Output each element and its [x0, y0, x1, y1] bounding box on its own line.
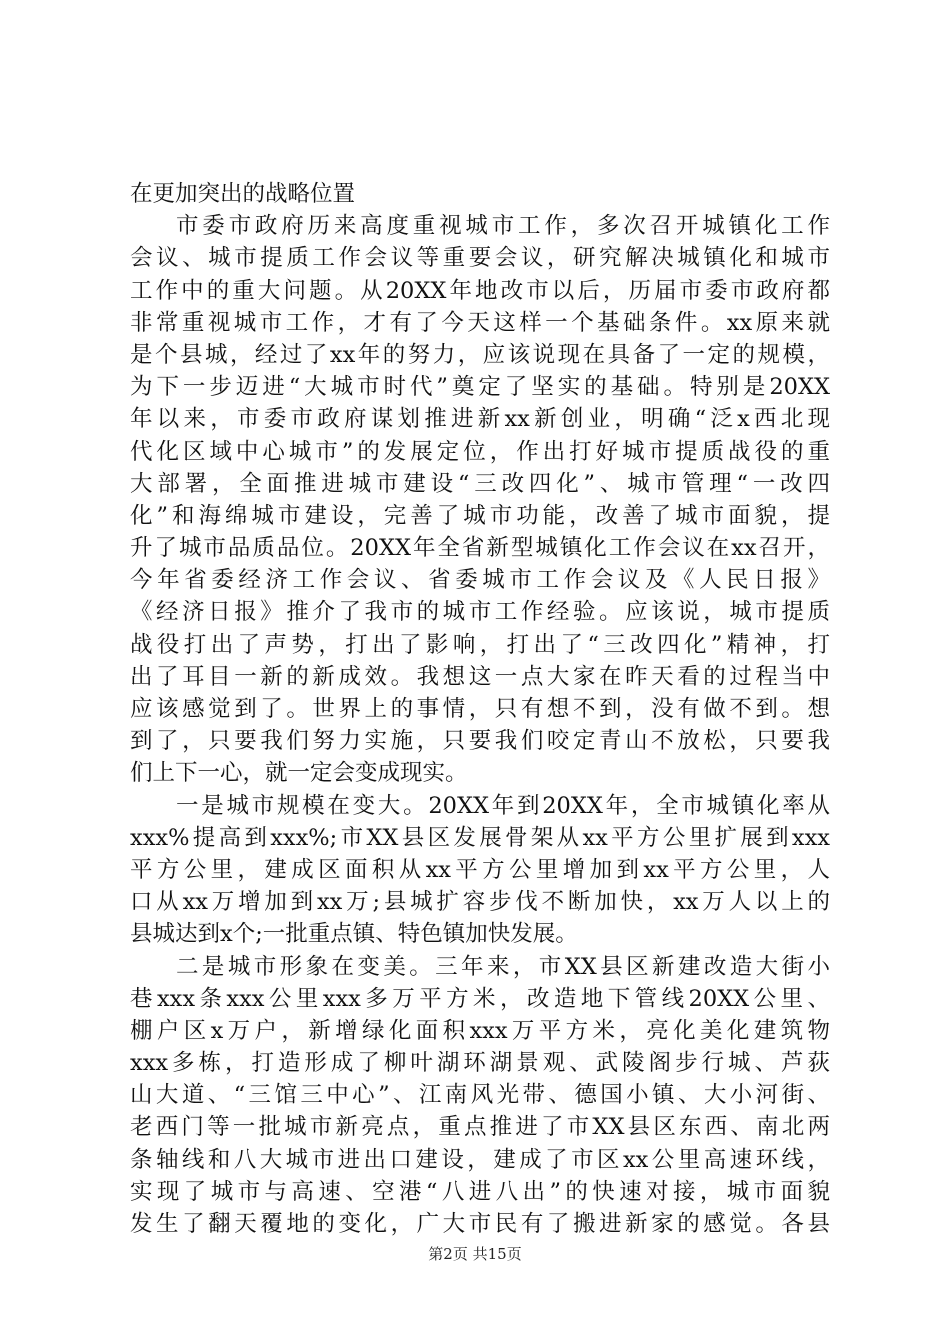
text-line: xxx%提高到xxx%;市XX县区发展骨架从xx平方公里扩展到xxx — [130, 824, 830, 851]
page-footer: 第2页 共15页 — [428, 1245, 522, 1263]
text-line: 应该感觉到了。世界上的事情，只有想不到，没有做不到。想 — [130, 696, 830, 722]
text-line: 条轴线和八大城市进出口建设，建成了市区xx公里高速环线， — [130, 1146, 830, 1173]
text-line: 二是城市形象在变美。三年来，市XX县区新建改造大街小 — [176, 953, 830, 980]
text-line: 工作中的重大问题。从20XX年地改市以后，历届市委市政府都 — [130, 277, 830, 304]
text-line: 出了耳目一新的新成效。我想这一点大家在昨天看的过程当中 — [130, 663, 830, 690]
text-line: 今年省委经济工作会议、省委城市工作会议及《人民日报》 — [130, 567, 830, 594]
text-line: 升了城市品质品位。20XX年全省新型城镇化工作会议在xx召开， — [130, 535, 830, 562]
text-line: 代化区域中心城市”的发展定位，作出打好城市提质战役的重 — [130, 438, 830, 465]
text-line: 棚户区x万户，新增绿化面积xxx万平方米，亮化美化建筑物 — [130, 1017, 830, 1044]
text-line: 们上下一心，就一定会变成现实。 — [130, 760, 468, 787]
text-line: 大部署，全面推进城市建设“三改四化”、城市管理“一改四 — [130, 470, 830, 497]
text-line: 《经济日报》推介了我市的城市工作经验。应该说，城市提质 — [130, 599, 830, 626]
text-line: 口从xx万增加到xx万;县城扩容步伐不断加快，xx万人以上的 — [130, 889, 830, 916]
text-line: 战役打出了声势，打出了影响，打出了“三改四化”精神，打 — [130, 631, 830, 658]
text-line: 为下一步迈进“大城市时代”奠定了坚实的基础。特别是20XX — [130, 374, 830, 401]
text-line: 平方公里，建成区面积从xx平方公里增加到xx平方公里，人 — [130, 856, 830, 883]
text-line: 到了，只要我们努力实施，只要我们咬定青山不放松，只要我 — [130, 728, 830, 755]
text-line: 山大道、“三馆三中心”、江南风光带、德国小镇、大小河街、 — [130, 1082, 830, 1109]
text-line: 老西门等一批城市新亮点，重点推进了市XX县区东西、南北两 — [130, 1114, 830, 1141]
text-line: 实现了城市与高速、空港“八进八出”的快速对接，城市面貌 — [130, 1178, 830, 1205]
text-line: 会议、城市提质工作会议等重要会议，研究解决城镇化和城市 — [130, 245, 830, 272]
text-line: 发生了翻天覆地的变化，广大市民有了搬进新家的感觉。各县 — [130, 1211, 830, 1237]
text-line: 年以来，市委市政府谋划推进新xx新创业，明确“泛x西北现 — [130, 406, 830, 433]
text-line: xxx多栋，打造形成了柳叶湖环湖景观、武陵阁步行城、芦荻 — [130, 1050, 830, 1077]
text-line: 市委市政府历来高度重视城市工作，多次召开城镇化工作 — [176, 213, 830, 240]
text-line: 一是城市规模在变大。20XX年到20XX年，全市城镇化率从 — [176, 792, 830, 819]
text-line: 化”和海绵城市建设，完善了城市功能，改善了城市面貌，提 — [130, 502, 830, 529]
text-line: 是个县城，经过了xx年的努力，应该说现在具备了一定的规模， — [130, 341, 830, 368]
text-line: 非常重视城市工作，才有了今天这样一个基础条件。xx原来就 — [130, 309, 830, 336]
text-line: 县城达到x个;一批重点镇、特色镇加快发展。 — [130, 921, 578, 948]
text-line: 在更加突出的战略位置 — [130, 181, 356, 207]
text-line: 巷xxx条xxx公里xxx多万平方米，改造地下管线20XX公里、 — [130, 985, 830, 1012]
document-body — [130, 178, 830, 1240]
